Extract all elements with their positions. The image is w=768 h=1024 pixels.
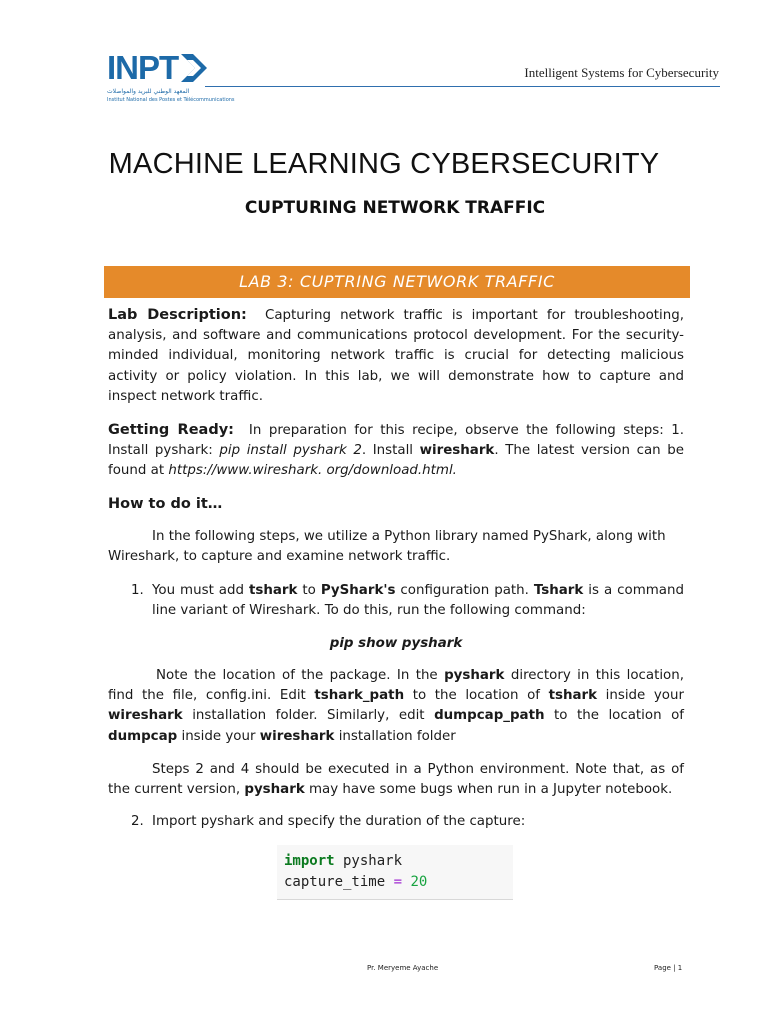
tshark-path-term: tshark_path	[314, 688, 405, 704]
tshark-term: Tshark	[533, 583, 584, 598]
code-operator: =	[393, 874, 403, 890]
step-1-text-part: configuration path.	[395, 583, 534, 598]
pyshark-term: pyshark	[244, 782, 305, 798]
code-number: 20	[402, 874, 428, 890]
code-block	[277, 845, 513, 900]
page-subtitle: CUPTURING NETWORK TRAFFIC	[244, 198, 546, 218]
step-2-text: Import pyshark and specify the duration of the capture:	[152, 814, 526, 829]
step-1-text-part: to	[297, 583, 321, 598]
how-to-intro: In the following steps, we utilize a Python library named PyShark, along with Wireshark, to capture and examine network traffic.	[108, 529, 666, 565]
footer-page-number: Page | 1	[654, 964, 683, 972]
dumpcap-path-term: dumpcap_path	[434, 708, 545, 724]
pyshark-term: pyshark	[444, 668, 505, 683]
note-text: directory in this location, find the file, config.ini. Edit	[108, 668, 684, 704]
steps-note-text: may have some bugs when run in a Jupyter notebook.	[304, 782, 673, 798]
code-keyword: import	[284, 853, 335, 869]
steps-note-text: Steps 2 and 4 should be executed in a Python environment. Note that, as of the current version,	[108, 762, 684, 798]
step-2-number: 2.	[131, 814, 144, 829]
code-variable: capture_time	[284, 874, 394, 890]
step-1-number: 1.	[131, 583, 144, 598]
getting-ready-text: . The latest version can be found at	[108, 443, 684, 479]
tshark-term: tshark	[548, 688, 598, 704]
page-title: MACHINE LEARNING CYBERSECURITY	[108, 148, 660, 180]
wireshark-term: wireshark	[259, 728, 335, 744]
note-text: inside your	[177, 728, 260, 744]
note-text: installation folder. Similarly, edit	[182, 708, 435, 724]
logo-wordmark: INPT	[107, 49, 179, 86]
logo-arrows-icon	[179, 52, 209, 84]
lab-description-label: Lab Description:	[108, 307, 247, 323]
logo-subtitle-arabic: المعهد الوطني للبريد والمواصلات	[107, 88, 190, 95]
install-command: pip install pyshark 2	[219, 443, 362, 459]
note-paragraph	[108, 666, 684, 747]
wireshark-term: wireshark	[419, 443, 495, 459]
inpt-logo	[107, 49, 235, 112]
wireshark-url: https://www.wireshark. org/download.html.	[168, 463, 457, 479]
lab-banner-title: LAB 3: CUPTRING NETWORK TRAFFIC	[239, 272, 555, 291]
tshark-term: tshark	[248, 583, 298, 598]
how-to-heading: How to do it…	[108, 496, 223, 512]
lab-banner	[104, 266, 690, 298]
code-line-2	[284, 874, 427, 890]
getting-ready-text: In preparation for this recipe, observe the following steps: 1. Install pyshark:	[108, 423, 684, 459]
code-text: pyshark	[334, 853, 403, 869]
lab-description-text: Capturing network traffic is important for troubleshooting, analysis, and software and communications protocol development. For the security-minded individual, monitoring network traffic is crucial for detecting malicious activity or policy violation. In this lab, we will demonstrate how to capture and inspect network traffic.	[108, 308, 684, 404]
steps-note-paragraph	[108, 760, 684, 800]
course-title: Intelligent Systems for Cybersecurity	[524, 65, 719, 80]
note-text: installation folder	[334, 728, 456, 744]
code-line-1	[284, 853, 402, 869]
step-1-text-part: You must add	[152, 583, 249, 598]
pip-show-command: pip show pyshark	[329, 636, 463, 651]
header-divider	[205, 86, 720, 87]
dumpcap-term: dumpcap	[108, 728, 178, 744]
getting-ready-text: . Install	[361, 443, 420, 459]
footer-author: Pr. Meryeme Ayache	[367, 964, 439, 972]
note-text: Note the location of the package. In the	[156, 668, 445, 683]
note-text: to the location of	[544, 708, 684, 724]
note-text: to the location of	[404, 688, 549, 704]
step-1-text-part: is a command line variant of Wireshark. To do this, run the following command:	[152, 583, 684, 619]
wireshark-term: wireshark	[108, 708, 183, 724]
lab-description-paragraph	[108, 305, 684, 407]
note-text: inside your	[597, 688, 684, 704]
getting-ready-label: Getting Ready:	[108, 422, 234, 438]
logo-subtitle-french: Institut National des Postes et Télécommunications	[107, 97, 235, 103]
step-1-text	[152, 581, 684, 621]
getting-ready-paragraph	[108, 420, 684, 482]
pyshark-term: PyShark's	[320, 583, 396, 598]
